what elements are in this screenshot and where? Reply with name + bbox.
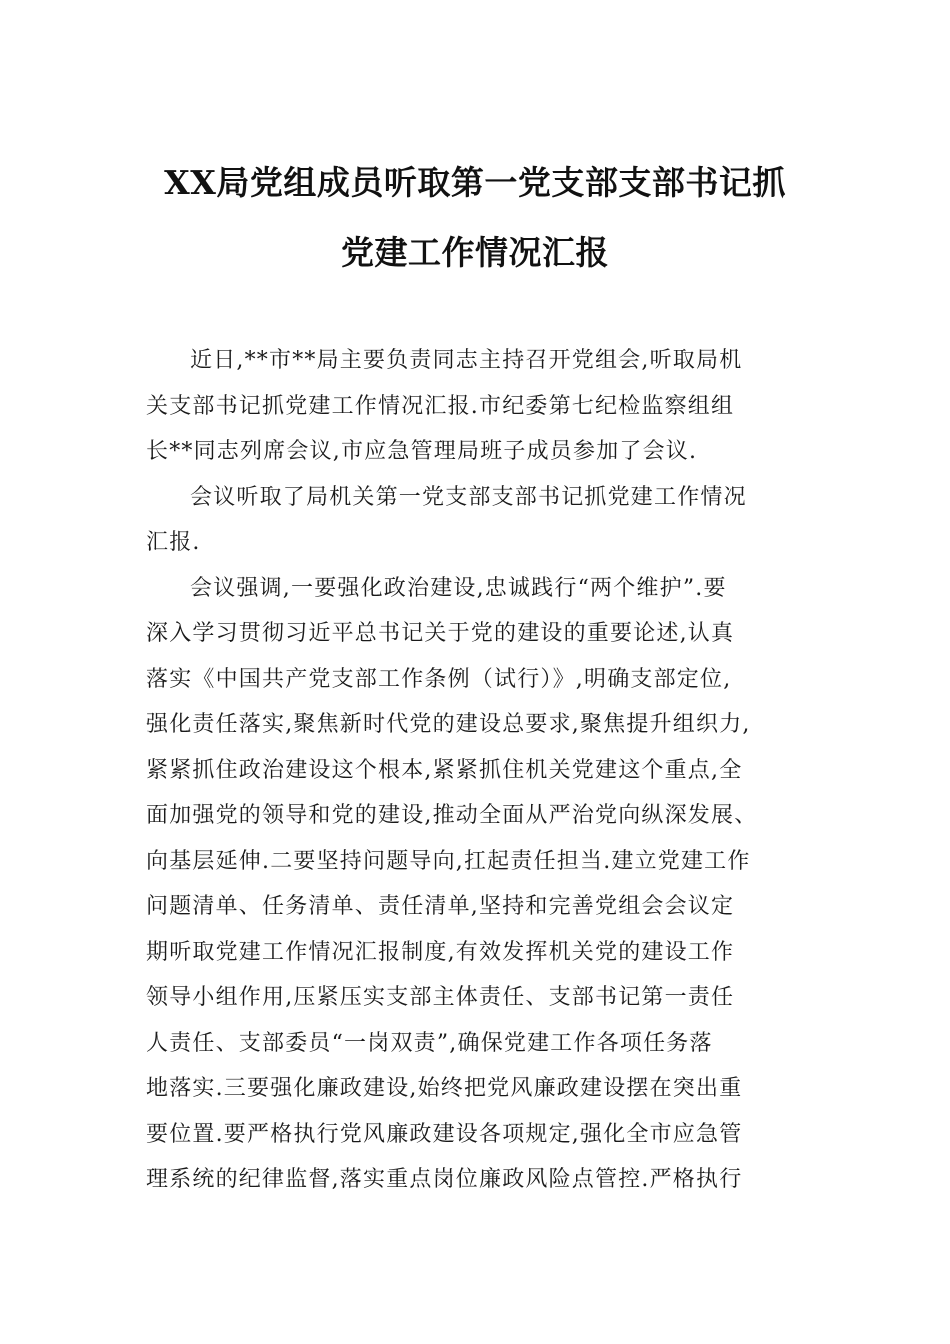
text-line: 会议强调,一要强化政治建设,忠诚践行“两个维护”.要 [190,575,727,601]
text-line: 人责任、支部委员“一岗双责”,确保党建工作各项任务落 [146,1030,713,1056]
text-line: 期听取党建工作情况汇报制度,有效发挥机关党的建设工作 [146,939,735,965]
text-line: 长**同志列席会议,市应急管理局班子成员参加了会议. [146,439,698,464]
text-line: 问题清单、任务清单、责任清单,坚持和完善党组会会议定 [146,894,735,919]
text-line: 要位置.要严格执行党风廉政建设各项规定,强化全市应急管 [146,1121,743,1147]
document-body [146,338,816,1203]
paragraph-1 [146,338,816,475]
text-line: 向基层延伸.二要坚持问题导向,扛起责任担当.建立党建工作 [146,848,751,874]
text-line: 理系统的纪律监督,落实重点岗位廉政风险点管控.严格执行 [146,1167,743,1192]
text-line: 强化责任落实,聚焦新时代党的建设总要求,聚焦提升组织力, [146,712,751,737]
title-line-1: XX局党组成员听取第一党支部支部书记抓 [164,163,786,202]
text-line: 汇报. [146,530,201,555]
text-line: 深入学习贯彻习近平总书记关于党的建设的重要论述,认真 [146,621,735,646]
document-title [120,148,830,288]
text-line: 紧紧抓住政治建设这个根本,紧紧抓住机关党建这个重点,全 [146,757,743,783]
text-line: 会议听取了局机关第一党支部支部书记抓党建工作情况 [190,484,747,510]
text-line: 面加强党的领导和党的建设,推动全面从严治党向纵深发展、 [146,803,758,828]
paragraph-2 [146,475,816,566]
text-line: 关支部书记抓党建工作情况汇报.市纪委第七纪检监察组组 [146,393,735,419]
text-line: 近日,**市**局主要负责同志主持召开党组会,听取局机 [190,348,743,373]
text-line: 地落实.三要强化廉政建设,始终把党风廉政建设摆在突出重 [146,1076,743,1101]
paragraph-3 [146,566,816,1203]
text-line: 落实《中国共产党支部工作条例（试行）》,明确支部定位, [146,666,732,692]
title-line-2: 党建工作情况汇报 [341,233,609,272]
text-line: 领导小组作用,压紧压实支部主体责任、支部书记第一责任 [146,985,735,1010]
